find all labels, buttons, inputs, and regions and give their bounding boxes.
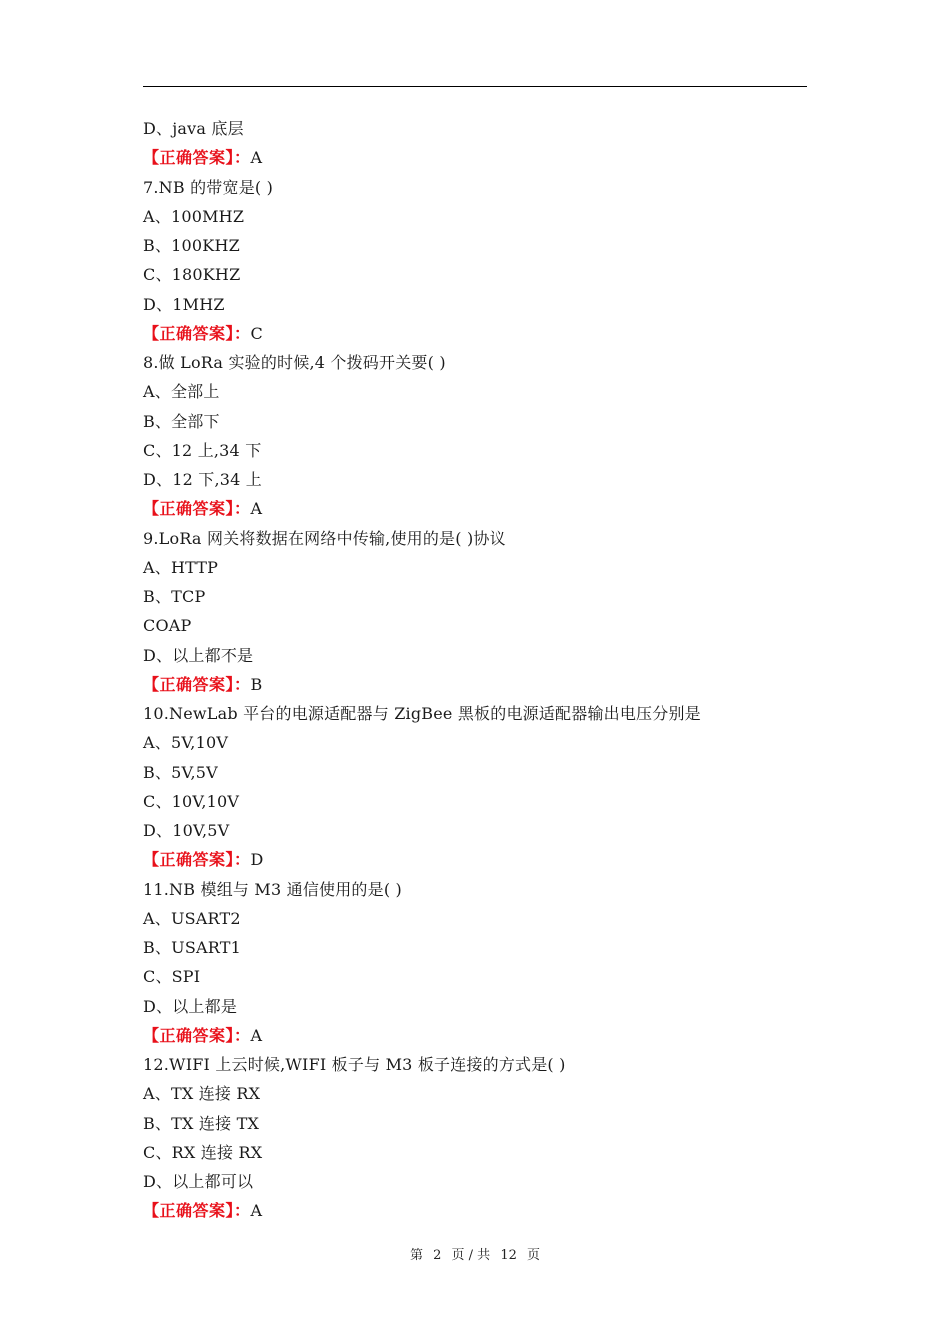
question-text: 10.NewLab 平台的电源适配器与 ZigBee 黑板的电源适配器输出电压分别是 [143, 704, 701, 723]
option-text: C、12 上,34 下 [143, 440, 262, 460]
answer-label: 【正确答案】： [143, 323, 251, 343]
header-rule [143, 86, 807, 87]
answer-value: A [250, 1201, 263, 1221]
answer-value: B [250, 674, 263, 694]
footer-page-number: 2 [433, 1248, 442, 1263]
question-text: 8.做 LoRa 实验的时候,4 个拨码开关要( ) [143, 353, 446, 372]
answer-value: D [250, 850, 264, 870]
footer-prefix: 第 [409, 1248, 423, 1263]
answer-value: A [250, 1025, 263, 1045]
option-text: A、全部上 [143, 382, 220, 402]
option-text: B、5V,5V [143, 762, 218, 782]
answer-label: 【正确答案】： [143, 1025, 251, 1045]
footer-mid: 页 / 共 [451, 1248, 491, 1263]
question-text: 9.LoRa 网关将数据在网络中传输,使用的是( )协议 [143, 528, 506, 548]
answer-line [143, 494, 807, 523]
question-text: 12.WIFI 上云时候,WIFI 板子与 M3 板子连接的方式是( ) [143, 1055, 566, 1074]
answer-label: 【正确答案】： [143, 1201, 251, 1221]
option-text: B、USART1 [143, 938, 241, 957]
option-text: B、TX 连接 TX [143, 1113, 260, 1133]
option-text: C、RX 连接 RX [143, 1142, 263, 1162]
answer-line [143, 1196, 807, 1225]
option-text: COAP [143, 616, 192, 636]
option-text: D、以上都是 [143, 996, 238, 1016]
option-text: A、5V,10V [143, 733, 229, 753]
answer-value: C [250, 323, 263, 343]
option-text: D、12 下,34 上 [143, 470, 263, 489]
option-text: D、java 底层 [143, 119, 244, 138]
answer-line [143, 670, 807, 699]
footer-suffix: 页 [527, 1248, 541, 1263]
option-text: A、HTTP [143, 557, 219, 577]
option-text: A、100MHZ [143, 206, 245, 226]
footer-total-pages: 12 [500, 1248, 517, 1263]
document-body [143, 114, 807, 1226]
answer-label: 【正确答案】： [143, 850, 251, 870]
question-text: 7.NB 的带宽是( ) [143, 177, 274, 197]
answer-line [143, 319, 807, 348]
option-text: A、USART2 [143, 908, 241, 928]
option-text: B、TCP [143, 587, 206, 606]
option-text: D、以上都不是 [143, 645, 254, 665]
option-text: C、10V,10V [143, 791, 240, 811]
option-text: C、180KHZ [143, 265, 241, 285]
answer-line [143, 143, 807, 172]
answer-label: 【正确答案】： [143, 674, 251, 694]
answer-line [143, 1021, 807, 1050]
question-text: 11.NB 模组与 M3 通信使用的是( ) [143, 879, 402, 899]
answer-value: A [250, 148, 263, 168]
answer-label: 【正确答案】： [143, 148, 251, 168]
answer-label: 【正确答案】： [143, 499, 251, 519]
option-text: B、全部下 [143, 411, 220, 431]
option-text: A、TX 连接 RX [143, 1084, 261, 1104]
option-text: D、10V,5V [143, 821, 230, 840]
option-text: B、100KHZ [143, 236, 240, 255]
answer-value: A [250, 499, 263, 519]
option-text: D、以上都可以 [143, 1172, 254, 1191]
answer-line [143, 845, 807, 874]
option-text: C、SPI [143, 967, 201, 987]
page-footer [0, 1244, 950, 1263]
option-text: D、1MHZ [143, 294, 225, 314]
